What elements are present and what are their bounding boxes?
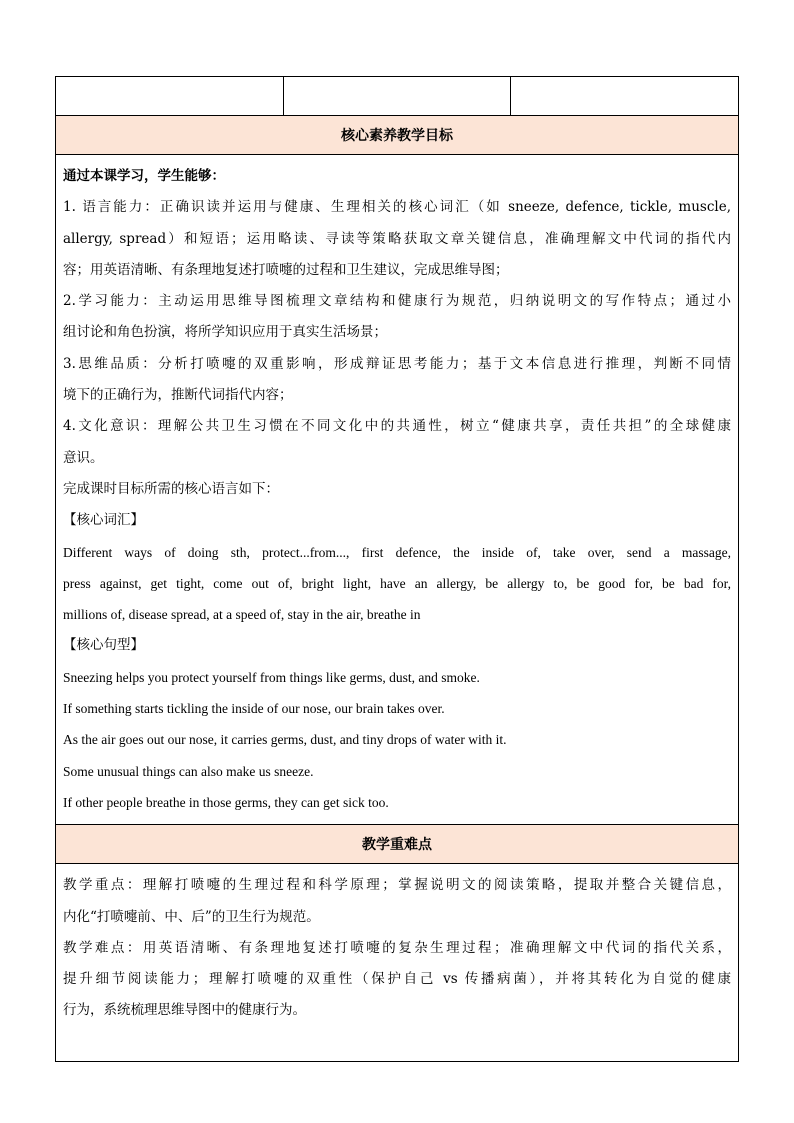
goal-4-line-2: 意识。 (63, 449, 104, 466)
vocab-line-3: millions of, disease spread, at a speed of, stay in the air, breathe in (63, 607, 421, 623)
sentence-3: As the air goes out our nose, it carries germs, dust, and tiny drops of water with it. (63, 732, 507, 748)
difficult-point-line-2: 提升细节阅读能力；理解打喷嚏的双重性（保护自己 vs 传播病菌），并将其转化为自觉的健康 (63, 971, 731, 988)
core-goals-header: 核心素养教学目标 (56, 116, 739, 155)
sentence-5: If other people breathe in those germs, they can get sick too. (63, 794, 389, 810)
core-language-intro: 完成课时目标所需的核心语言如下： (63, 480, 279, 497)
info-cell-3 (511, 77, 739, 116)
header-info-row (56, 77, 739, 116)
difficult-point-line-3: 行为，系统梳理思维导图中的健康行为。 (63, 1002, 306, 1019)
key-point-line-2: 内化“打喷嚏前、中、后”的卫生行为规范。 (63, 908, 320, 925)
sentence-4: Some unusual things can also make us sneeze. (63, 763, 314, 779)
goal-2-line-2: 组讨论和角色扮演，将所学知识应用于真实生活场景； (63, 324, 387, 341)
key-difficult-content (56, 864, 739, 1062)
vocab-line-2: press against, get tight, come out of, bright light, have an allergy, be allergy to, be good for, be bad for, (63, 575, 731, 591)
info-cell-2 (284, 77, 511, 116)
goal-3-line-1: 3.思维品质：分析打喷嚏的双重影响，形成辩证思考能力；基于文本信息进行推理，判断不同情 (63, 355, 731, 372)
goal-1-line-2: allergy, spread）和短语；运用略读、寻读等策略获取文章关键信息，准确理解文中代词的指代内 (63, 230, 731, 247)
goal-1-line-3: 容；用英语清晰、有条理地复述打喷嚏的过程和卫生建议，完成思维导图； (63, 261, 509, 278)
goal-3-line-2: 境下的正确行为，推断代词指代内容； (63, 387, 293, 404)
key-difficult-header: 教学重难点 (56, 825, 739, 864)
key-point-line-1: 教学重点：理解打喷嚏的生理过程和科学原理；掌握说明文的阅读策略，提取并整合关键信息， (63, 877, 731, 894)
difficult-point-line-1: 教学难点：用英语清晰、有条理地复述打喷嚏的复杂生理过程；准确理解文中代词的指代关系， (63, 939, 731, 956)
sentence-2: If something starts tickling the inside of our nose, our brain takes over. (63, 701, 445, 717)
core-goals-content (56, 155, 739, 825)
info-cell-1 (56, 77, 284, 116)
goal-1-line-1: 1. 语言能力：正确识读并运用与健康、生理相关的核心词汇（如 sneeze, defence, tickle, muscle, (63, 199, 731, 216)
goal-2-line-1: 2.学习能力：主动运用思维导图梳理文章结构和健康行为规范，归纳说明文的写作特点；通过小 (63, 293, 731, 310)
goal-4-line-1: 4.文化意识：理解公共卫生习惯在不同文化中的共通性，树立“健康共享，责任共担”的全球健康 (63, 418, 731, 435)
vocab-title: 【核心词汇】 (63, 512, 144, 529)
intro-text: 通过本课学习，学生能够： (63, 168, 225, 184)
sentence-1: Sneezing helps you protect yourself from things like germs, dust, and smoke. (63, 669, 480, 685)
sentence-title: 【核心句型】 (63, 637, 144, 654)
vocab-line-1: Different ways of doing sth, protect...from..., first defence, the inside of, take over, send a massage, (63, 544, 731, 560)
lesson-plan-table (55, 76, 739, 1062)
